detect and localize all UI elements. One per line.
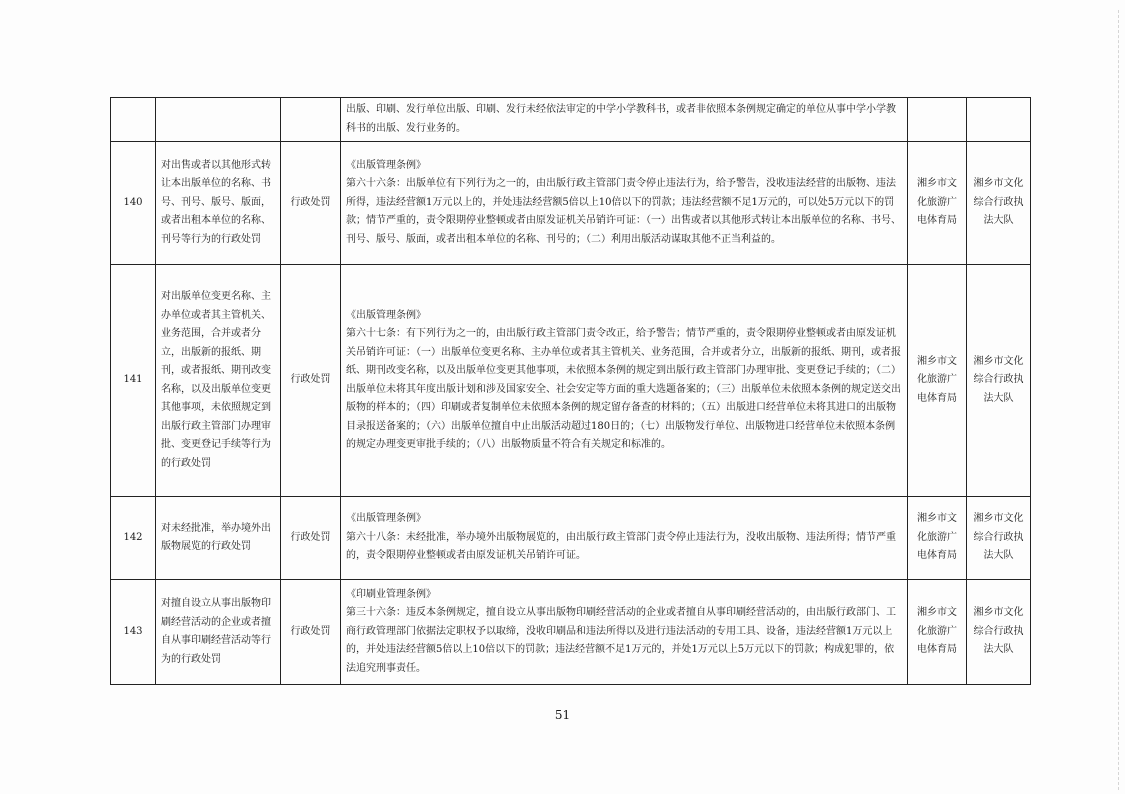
- legal-basis: [341, 142, 908, 265]
- legal-basis: [341, 265, 908, 497]
- scan-edge-mark: [1114, 10, 1119, 790]
- page-number: 51: [554, 708, 571, 722]
- item-name: [156, 98, 281, 142]
- item-type: 行政处罚: [281, 497, 341, 580]
- item-type: 行政处罚: [281, 265, 341, 497]
- row-number: 143: [111, 580, 156, 685]
- basis-text: 第六十六条：出版单位有下列行为之一的，由出版行政主管部门责令停止违法行为，给予警告，没收违法经营的出版物、违法所得，违法经营额1万元以上的，并处违法经营额5倍以上10倍以下的罚款；违法经营额不足1万元的，可以处5万元以下的罚款；情节严重的，责令限期停业整顿或者由原发证机关吊销许可证：（一）出售或者以其他形式转让本出版单位的名称、书号、刊号、版号、版面，或者出租本单位的名称、刊号的；（二）利用出版活动谋取其他不正当利益的。: [346, 178, 901, 245]
- basis-text: 出版、印刷、发行单位出版、印刷、发行未经依法审定的中学小学教科书，或者非依照本条例规定确定的单位从事中学小学教科书的出版、发行业务的。: [346, 104, 896, 134]
- table-row: [111, 497, 1031, 580]
- enforcement-agency: 湘乡市文化综合行政执法大队: [967, 580, 1031, 685]
- item-type: [281, 98, 341, 142]
- responsible-department: 湘乡市文化旅游广电体育局: [908, 580, 967, 685]
- legal-basis: [341, 98, 908, 142]
- basis-title: 《出版管理条例》: [346, 309, 426, 321]
- item-type: 行政处罚: [281, 142, 341, 265]
- item-name: 对出版单位变更名称、主办单位或者其主管机关、业务范围，合并或者分立，出版新的报纸、期刊，或者报纸、期刊改变名称，以及出版单位变更其他事项，未依照规定到出版行政主管部门办理审批、变更登记手续等行为的行政处罚: [156, 265, 281, 497]
- table-row: [111, 142, 1031, 265]
- legal-basis: [341, 497, 908, 580]
- item-name: 对未经批准，举办境外出版物展览的行政处罚: [156, 497, 281, 580]
- enforcement-agency: [967, 98, 1031, 142]
- responsible-department: 湘乡市文化旅游广电体育局: [908, 142, 967, 265]
- basis-title: 《出版管理条例》: [346, 159, 426, 171]
- table-row: [111, 98, 1031, 142]
- basis-text: 第六十八条：未经批准，举办境外出版物展览的，由出版行政主管部门责令停止违法行为，没收出版物、违法所得；情节严重的，责令限期停业整顿或者由原发证机关吊销许可证。: [346, 531, 896, 562]
- row-number: [111, 98, 156, 142]
- enforcement-agency: 湘乡市文化综合行政执法大队: [967, 265, 1031, 497]
- row-number: 140: [111, 142, 156, 265]
- responsible-department: [908, 98, 967, 142]
- basis-text: 第六十七条：有下列行为之一的，由出版行政主管部门责令改正，给予警告；情节严重的，责令限期停业整顿或者由原发证机关吊销许可证：（一）出版单位变更名称、主办单位或者其主管机关、业务范围，合并或者分立，出版新的报纸、期刊，或者报纸、期刊改变名称，以及出版单位变更其他事项，未依照本条例的规定到出版行政主管部门办理审批、变更登记手续的；（二）出版单位未将其年度出版计划和涉及国家安全、社会安定等方面的重大选题备案的；（三）出版单位未依照本条例的规定送交出版物的样本的；（四）印刷或者复制单位未依照本条例的规定留存备查的材料的；（五）出版进口经营单位未将其进口的出版物目录报送备案的；（六）出版单位擅自中止出版活动超过180日的；（七）出版物发行单位、出版物进口经营单位未依照本条例的规定办理变更审批手续的；（八）出版物质量不符合有关规定和标准的。: [346, 328, 901, 450]
- penalty-table: [110, 97, 1031, 685]
- basis-title: 《出版管理条例》: [346, 513, 426, 525]
- item-name: 对出售或者以其他形式转让本出版单位的名称、书号、刊号、版号、版面，或者出租本单位的名称、刊号等行为的行政处罚: [156, 142, 281, 265]
- table-row: [111, 580, 1031, 685]
- row-number: 141: [111, 265, 156, 497]
- basis-text: 第三十六条：违反本条例规定，擅自设立从事出版物印刷经营活动的企业或者擅自从事印刷经营活动的，由出版行政部门、工商行政管理部门依据法定职权予以取缔，没收印刷品和违法所得以及进行违法活动的专用工具、设备，违法经营额1万元以上的，并处违法经营额5倍以上10倍以下的罚款；违法经营额不足1万元的，并处1万元以上5万元以下的罚款；构成犯罪的，依法追究刑事责任。: [346, 607, 896, 674]
- table-row: [111, 265, 1031, 497]
- row-number: 142: [111, 497, 156, 580]
- responsible-department: 湘乡市文化旅游广电体育局: [908, 265, 967, 497]
- legal-basis: [341, 580, 908, 685]
- enforcement-agency: 湘乡市文化综合行政执法大队: [967, 497, 1031, 580]
- responsible-department: 湘乡市文化旅游广电体育局: [908, 497, 967, 580]
- enforcement-agency: 湘乡市文化综合行政执法大队: [967, 142, 1031, 265]
- basis-title: 《印刷业管理条例》: [346, 588, 436, 600]
- item-type: 行政处罚: [281, 580, 341, 685]
- item-name: 对擅自设立从事出版物印刷经营活动的企业或者擅自从事印刷经营活动等行为的行政处罚: [156, 580, 281, 685]
